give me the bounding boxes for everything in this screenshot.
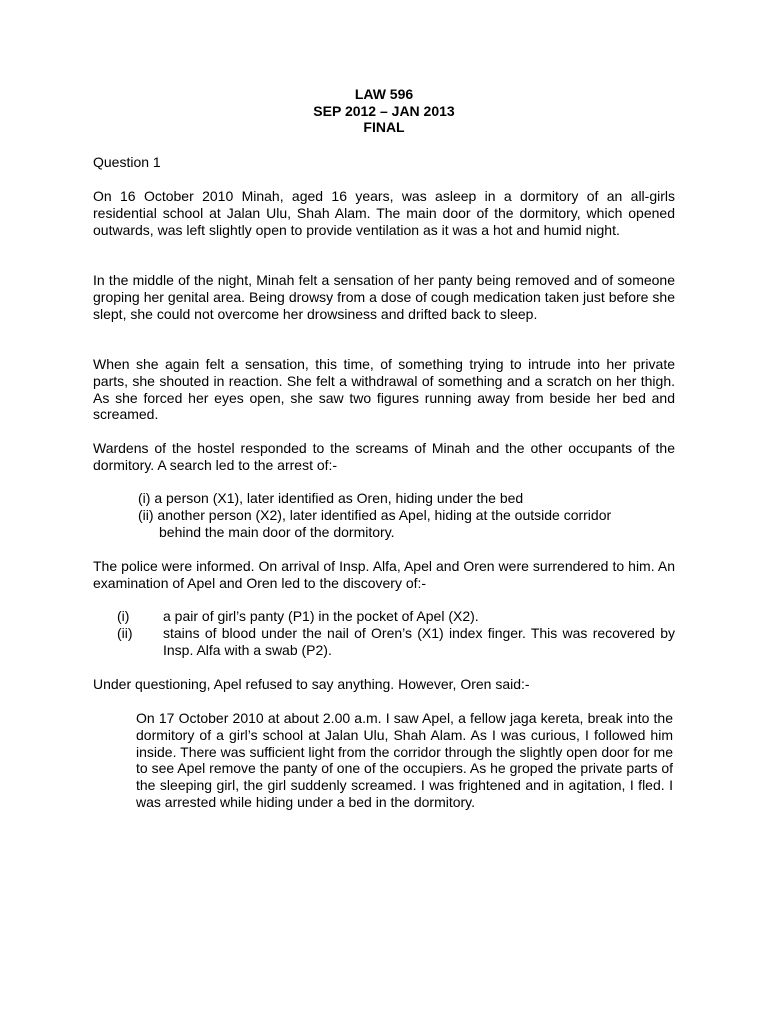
exam-header bbox=[0, 86, 768, 136]
facts-paragraph-1: On 16 October 2010 Minah, aged 16 years, was asleep in a dormitory of an all-girls residential school at Jalan Ulu, Shah Alam. The main door of the dormitory, which opened outwards, was left slightly open to provide ventilation as it was a hot and humid night. bbox=[93, 188, 675, 238]
course-code: LAW 596 bbox=[354, 86, 414, 102]
exam-session: SEP 2012 – JAN 2013 bbox=[313, 102, 455, 119]
facts-paragraph-5: The police were informed. On arrival of Insp. Alfa, Apel and Oren were surrendered to him. An examination of Apel and Oren led to the discovery of:- bbox=[93, 558, 675, 591]
discovery-text: stains of blood under the nail of Oren’s (X1) index finger. This was recovered by Insp. Alfa with a swab (P2). bbox=[163, 624, 675, 658]
oren-statement: On 17 October 2010 at about 2.00 a.m. I saw Apel, a fellow jaga kereta, break into the dormitory of a girl’s school at Jalan Ulu, Shah Alam. As I was curious, I followed him inside. There was sufficient light from the corridor through the slightly open door for me to see Apel remove the panty of one of the occupiers. As he groped the private parts of the sleeping girl, the girl suddenly screamed. I was frightened and in agitation, I fled. I was arrested while hiding under a bed in the dormitory. bbox=[136, 710, 674, 810]
question-label: Question 1 bbox=[93, 154, 161, 170]
facts-paragraph-6: Under questioning, Apel refused to say anything. However, Oren said:- bbox=[93, 676, 530, 692]
discovery-item bbox=[117, 625, 675, 659]
discovery-text: a pair of girl’s panty (P1) in the pocket of Apel (X2). bbox=[163, 608, 479, 624]
facts-paragraph-3: When she again felt a sensation, this time, of something trying to intrude into her private parts, she shouted in reaction. She felt a withdrawal of something and a scratch on her thigh. As she forced her eyes open, she saw two figures running away from beside her bed and screamed. bbox=[93, 356, 675, 423]
arrest-item-2: (ii) another person (X2), later identified as Apel, hiding at the outside corridor bbox=[138, 506, 612, 523]
facts-paragraph-4: Wardens of the hostel responded to the screams of Minah and the other occupants of the dormitory. A search led to the arrest of:- bbox=[93, 440, 675, 473]
discovery-list bbox=[117, 608, 675, 658]
arrest-item-1: (i) a person (X1), later identified as Oren, hiding under the bed bbox=[138, 490, 524, 506]
arrest-item-2-continued: behind the main door of the dormitory. bbox=[159, 523, 395, 540]
discovery-item bbox=[117, 608, 675, 625]
discovery-number: (ii) bbox=[117, 624, 133, 641]
discovery-number: (i) bbox=[117, 608, 130, 624]
arrest-list bbox=[138, 490, 678, 540]
exam-type: FINAL bbox=[363, 119, 405, 135]
facts-paragraph-2: In the middle of the night, Minah felt a sensation of her panty being removed and of someone groping her genital area. Being drowsy from a dose of cough medication taken just before she slept, she could not overcome her drowsiness and drifted back to sleep. bbox=[93, 272, 675, 322]
